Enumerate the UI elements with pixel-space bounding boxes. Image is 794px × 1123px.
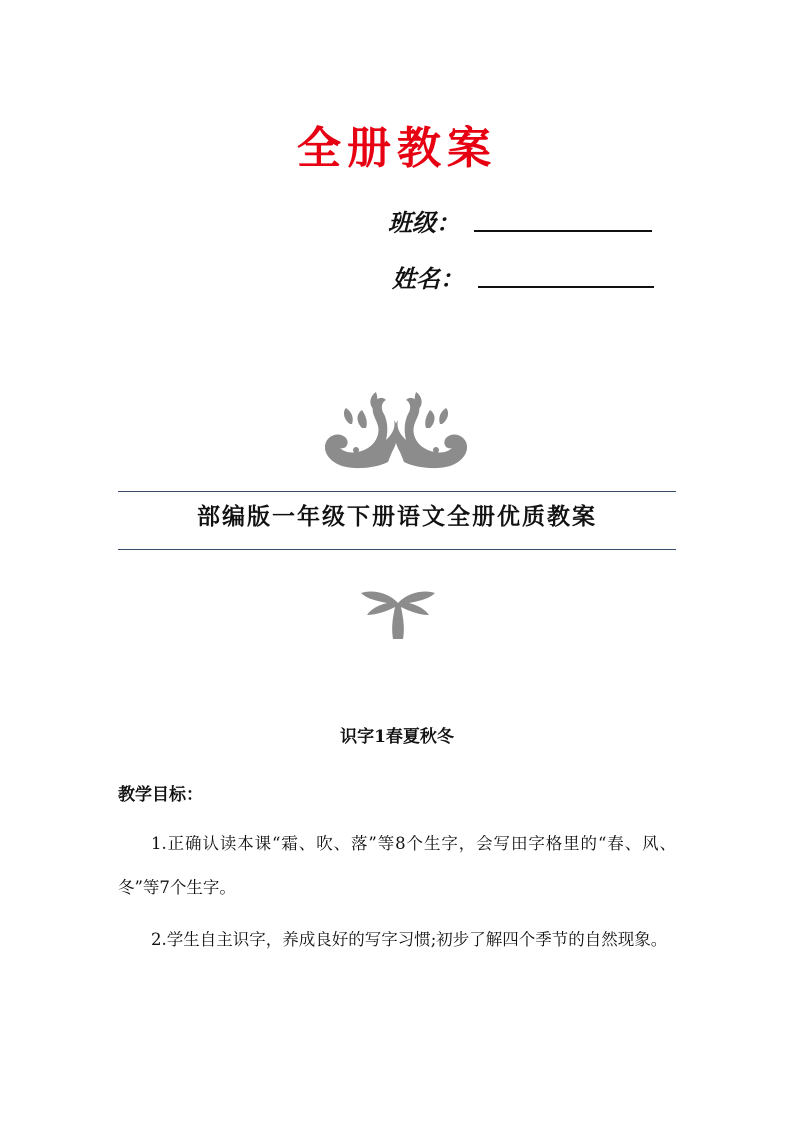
top-divider-line <box>118 491 676 492</box>
name-field <box>392 259 662 299</box>
left-scroll-icon <box>325 392 398 468</box>
objectives-heading: 教学目标： <box>118 785 203 805</box>
bottom-floral-ornament-icon <box>357 585 439 641</box>
main-title: 全册教案 <box>297 123 497 174</box>
class-label: 班级： <box>388 209 460 237</box>
lesson-title: 识字1春夏秋冬 <box>340 727 454 747</box>
top-floral-ornament-icon <box>316 388 476 474</box>
name-blank-line <box>478 286 654 288</box>
bottom-divider-line <box>118 549 676 550</box>
right-scroll-icon <box>394 392 467 468</box>
objective-item-2: 2.学生自主识字，养成良好的写字习惯;初步了解四个季节的自然现象。 <box>151 930 668 949</box>
class-field <box>388 203 658 243</box>
objective-item-1: 1.正确认读本课“霜、吹、落”等8个生字，会写田字格里的“春、风、冬”等7个生字。 <box>118 834 676 897</box>
class-blank-line <box>474 230 652 232</box>
name-label: 姓名： <box>392 265 464 293</box>
cover-subtitle: 部编版一年级下册语文全册优质教案 <box>197 504 597 530</box>
